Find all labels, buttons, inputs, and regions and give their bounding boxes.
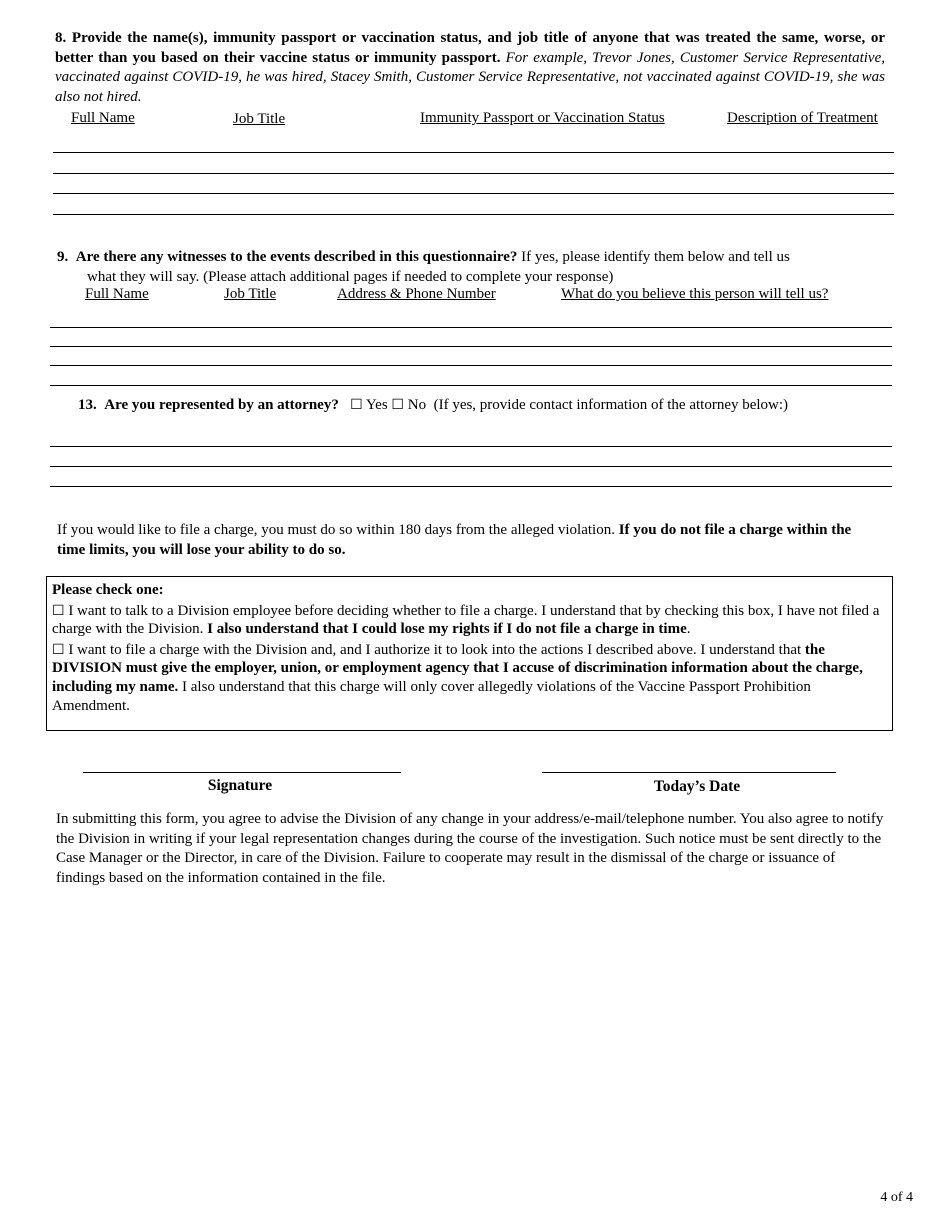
q13-question: Are you represented by an attorney? bbox=[104, 397, 339, 413]
q8-answer-line-1[interactable] bbox=[53, 152, 894, 153]
q13-answer-line-2[interactable] bbox=[50, 466, 892, 467]
charge-choice-box bbox=[46, 576, 893, 731]
q8-answer-line-2[interactable] bbox=[53, 173, 894, 174]
choice-heading: Please check one: bbox=[52, 582, 164, 598]
q8-header-status: Immunity Passport or Vaccination Status bbox=[420, 110, 665, 126]
q9-number: 9. bbox=[57, 249, 69, 265]
q13-yes-label: Yes bbox=[365, 397, 388, 413]
option-talk-warning: I also understand that I could lose my rights if I do not file a charge in time bbox=[207, 621, 687, 638]
page-number: 4 of 4 bbox=[880, 1190, 913, 1205]
option-file-checkbox[interactable]: ☐ bbox=[52, 641, 65, 658]
date-label: Today’s Date bbox=[653, 778, 741, 795]
q9-question: Are there any witnesses to the events described in this questionnaire? bbox=[75, 249, 518, 265]
q9-answer-line-3[interactable] bbox=[50, 365, 892, 366]
q13-note: (If yes, provide contact information of the attorney below:) bbox=[433, 397, 789, 413]
option-talk-checkbox[interactable]: ☐ bbox=[52, 602, 65, 619]
q8-header-description: Description of Treatment bbox=[727, 110, 878, 126]
q9-instruction-a: If yes, please identify them below and tell us bbox=[521, 249, 790, 265]
q8-header-job-title: Job Title bbox=[233, 111, 286, 127]
q13-answer-line-3[interactable] bbox=[50, 486, 892, 487]
q13-number: 13. bbox=[78, 397, 97, 413]
q9-header-job-title: Job Title bbox=[224, 286, 277, 302]
notice-text: If you would like to file a charge, you must do so within 180 days from the alleged violation. bbox=[57, 522, 615, 538]
option-file-text: I want to file a charge with the Division and, and I authorize it to look into the actions I described above. I understand that bbox=[68, 641, 802, 658]
date-line[interactable] bbox=[542, 772, 836, 773]
q8-answer-line-4[interactable] bbox=[53, 214, 894, 215]
filing-deadline-notice bbox=[57, 521, 877, 560]
q9-header-testimony: What do you believe this person will tell us? bbox=[561, 286, 829, 302]
agreement-paragraph: In submitting this form, you agree to advise the Division of any change in your address/e-mail/telephone number. You also agree to notify the Division in writing if your legal representation changes during the course of the investigation. Such notice must be sent directly to the Case Manager or the Director, in care of the Division. Failure to cooperate may result in the dismissal of the charge or issuance of findings based on the information contained in the file. bbox=[56, 811, 884, 886]
q13-no-checkbox[interactable]: ☐ bbox=[391, 397, 404, 413]
q13-answer-line-1[interactable] bbox=[50, 446, 892, 447]
q8-answer-line-3[interactable] bbox=[53, 193, 894, 194]
q13-no-label: No bbox=[407, 397, 427, 413]
q8-header-full-name: Full Name bbox=[71, 110, 135, 126]
question-8 bbox=[55, 29, 885, 107]
option-talk-text: I want to talk to a Division employee before deciding whether to file a charge. I understand that by checking this box, I have not filed a charge with the Division. bbox=[52, 602, 880, 638]
option-file-disclosure: the DIVISION must give the employer, union, or employment agency that I accuse of discrimination information about the charge, including my name. bbox=[52, 641, 863, 695]
q8-number: 8. bbox=[55, 30, 67, 46]
q13-yes-checkbox[interactable]: ☐ bbox=[350, 397, 363, 413]
option-talk-end: . bbox=[686, 621, 691, 638]
question-13 bbox=[78, 396, 788, 416]
signature-label: Signature bbox=[207, 777, 273, 794]
q9-answer-line-4[interactable] bbox=[50, 385, 892, 386]
notice-warning: If you do not file a charge within the time limits, you will lose your ability to do so. bbox=[57, 522, 852, 558]
signature-line[interactable] bbox=[83, 772, 401, 773]
question-9 bbox=[57, 248, 877, 287]
q8-example: For example, Trevor Jones, Customer Service Representative, vaccinated against COVID-19, he was hired, Stacey Smith, Customer Service Representative, not vaccinated against COVID-19, she was also not hired. bbox=[55, 49, 885, 105]
q9-header-full-name: Full Name bbox=[85, 286, 149, 302]
option-file-scope: I also understand that this charge will only cover allegedly violations of the Vaccine Passport Prohibition Amendment. bbox=[52, 678, 811, 714]
q9-answer-line-1[interactable] bbox=[50, 327, 892, 328]
q9-instruction-b: what they will say. (Please attach additional pages if needed to complete your response) bbox=[87, 268, 614, 285]
q9-header-address: Address & Phone Number bbox=[337, 286, 496, 302]
q9-answer-line-2[interactable] bbox=[50, 346, 892, 347]
q8-question: Provide the name(s), immunity passport or vaccination status, and job title of anyone that was treated the same, worse, or better than you based on their vaccine status or immunity passport. bbox=[55, 30, 885, 66]
